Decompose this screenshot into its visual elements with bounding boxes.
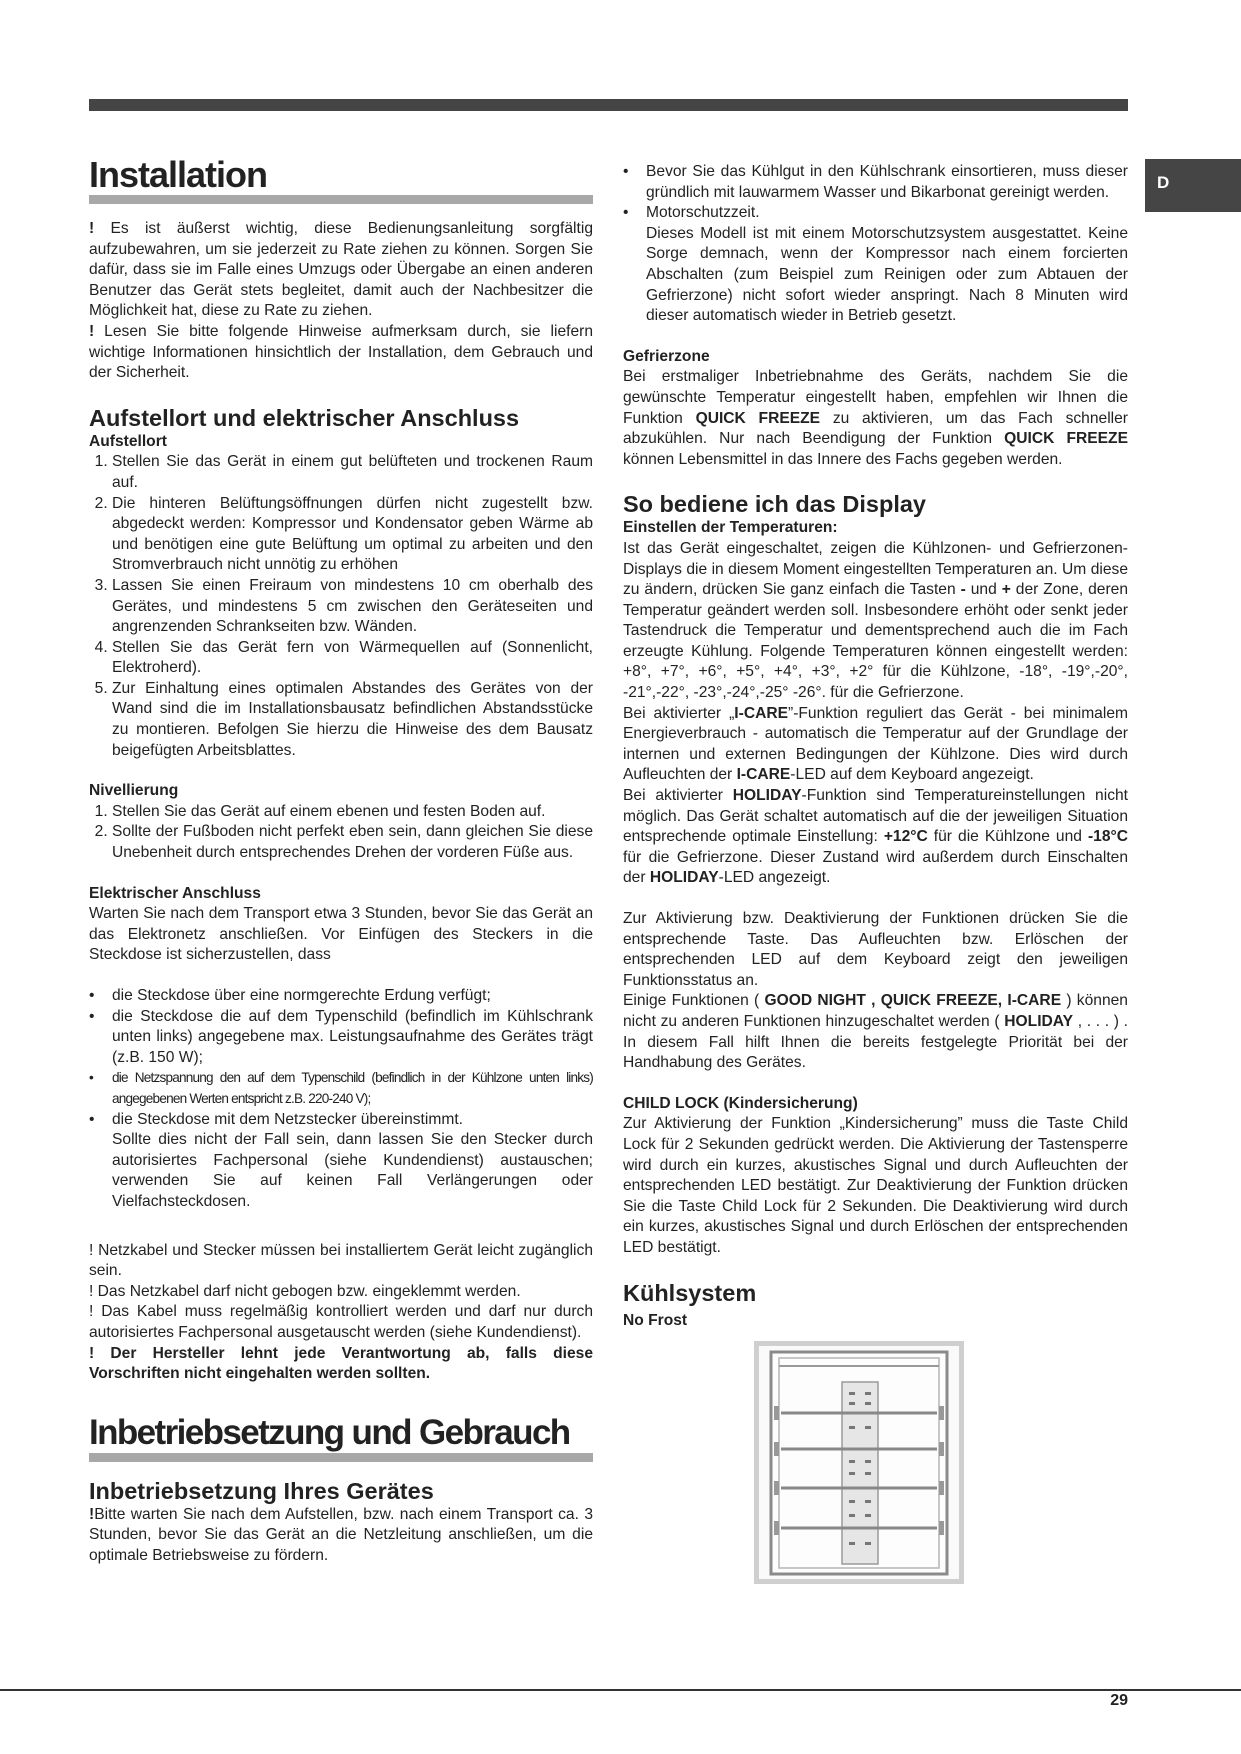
left-column	[89, 150, 593, 1566]
list-item: • die Netzspannung den auf dem Typenschild (befindlich in der Kühlzone unten links) angegebenen Werten entspricht z.B. 220-240 V);	[112, 1068, 593, 1109]
icare-text: Bei aktivierter „I-CARE”-Funktion reguliert das Gerät - bei minimalem Energieverbrauch - automatisch die Temperatur auf der Grundlage der internen und externen Bedingungen der Kühlzone. Dies wird durch Aufleuchten der I-CARE-LED auf dem Keyboard angezeigt.	[623, 704, 1128, 784]
list-item: • die Steckdose die auf dem Typenschild (befindlich im Kühlschrank unten links) angegebene max. Leistungsaufnahme des Gerätes trägt (z.B. 150 W);	[112, 1007, 593, 1069]
gefrierzone-heading: Gefrierzone	[623, 347, 710, 365]
list-item: 1. Stellen Sie das Gerät in einem gut belüfteten und trockenen Raum auf.	[112, 452, 593, 493]
aufstellort-list	[89, 452, 593, 761]
list-item: 2. Sollte der Fußboden nicht perfekt eben sein, dann gleichen Sie diese Unebenheit durch entsprechendes Drehen der vorderen Füße aus.	[112, 822, 593, 863]
list-item: 5. Zur Einhaltung eines optimalen Abstandes des Gerätes von der Wand sind die im Installationsbausatz befindlichen Abstandsstücke zu montieren. Befolgen Sie hierzu die Hinweise des dem Bausatz beigefügten Arbeitsblattes.	[112, 679, 593, 761]
nivellierung-list	[89, 802, 593, 864]
warning-3: ! Das Kabel muss regelmäßig kontrolliert werden und darf nur durch autorisiertes Fachpersonal ausgetauscht werden (siehe Kundendienst).	[89, 1303, 593, 1341]
elektrisch-bullets	[89, 986, 593, 1213]
warning-1: ! Netzkabel und Stecker müssen bei installiertem Gerät leicht zugänglich sein.	[89, 1241, 593, 1280]
list-item: • Bevor Sie das Kühlgut in den Kühlschrank einsortieren, muss dieser gründlich mit lauwarmem Wasser und Bikarbonat gereinigt werden.	[646, 162, 1128, 203]
holiday-text: Bei aktivierter HOLIDAY-Funktion sind Temperatureinstellungen nicht möglich. Das Gerät schaltet automatisch auf die der jeweiligen Situation entsprechende optimale Einstellung: +12°C für die Kühlzone und -18°C für die Gefrierzone. Dieser Zustand wird außerdem durch Einschalten der HOLIDAY-LED angezeigt.	[623, 787, 1128, 887]
child-lock-text: Zur Aktivierung der Funktion „Kindersicherung” muss die Taste Child Lock für 2 Sekunden gedrückt werden. Die Aktivierung der Tastensperre wird durch ein kurzes, akustisches Signal und durch Aufleuchten der entsprechenden LED bestätigt. Zur Deaktivierung der Funktion drücken Sie die Taste Child Lock für 2 Sekunden. Die Deaktivierung wird durch ein kurzes, akustisches Signal und durch Erlöschen der entsprechenden LED bestätigt.	[623, 1115, 1128, 1256]
installation-title: Installation	[89, 155, 593, 204]
list-item: • die Steckdose über eine normgerechte Erdung verfügt;	[112, 986, 593, 1007]
list-item: 2. Die hinteren Belüftungsöffnungen dürfen nicht zugestellt bzw. abgedeckt werden: Kompressor und Kondensator geben Wärme ab und benötigen eine gute Belüftung um optimal zu arbeiten und den Stromverbrauch nicht unnötig zu erhöhen	[112, 494, 593, 576]
elektrisch-text: Warten Sie nach dem Transport etwa 3 Stunden, bevor Sie das Gerät an das Elektronetz anschließen. Vor Einfügen des Steckers in die Steckdose ist sicherzustellen, dass	[89, 905, 593, 964]
list-item: • die Steckdose mit dem Netzstecker übereinstimmt. Sollte dies nicht der Fall sein, dann lassen Sie den Stecker durch autorisiertes Fachpersonal (siehe Kundendienst) austauschen; verwenden Sie auf keinen Fall Verlängerungen oder Vielfachsteckdosen.	[112, 1110, 593, 1213]
no-frost-heading: No Frost	[623, 1311, 688, 1329]
right-column	[623, 162, 1128, 1584]
gefrierzone-text: Bei erstmaliger Inbetriebnahme des Geräts, nachdem Sie die gewünschte Temperatur eingestellt haben, empfehlen wir Ihnen die Funktion QUICK FREEZE zu aktivieren, um das Fach schneller abzukühlen. Nur nach Beendigung der Funktion QUICK FREEZE können Lebensmittel in das Innere des Fachs gegeben werden.	[623, 368, 1128, 468]
aufstellort-heading: Aufstellort	[89, 432, 167, 450]
language-tab: D	[1145, 159, 1241, 212]
inbetrieb-title: Inbetriebsetzung und Gebrauch	[89, 1413, 593, 1462]
fridge-interior-illustration	[754, 1341, 964, 1584]
list-item: 3. Lassen Sie einen Freiraum von mindestens 10 cm oberhalb des Gerätes, und mindestens 5 cm zwischen den Geräteseiten und angrenzenden Schrankseiten bzw. Wänden.	[112, 576, 593, 638]
functions-priority-text: Einige Funktionen ( GOOD NIGHT , QUICK FREEZE, I-CARE ) können nicht zu anderen Funktionen hinzugeschaltet werden ( HOLIDAY , . . . ) . In diesem Fall hilft Ihnen die bereits festgelegte Priorität bei der Handhabung des Gerätes.	[623, 992, 1128, 1072]
right-bullets	[623, 162, 1128, 327]
temperature-text: Ist das Gerät eingeschaltet, zeigen die Kühlzonen- und Gefrierzonen-Displays die in diesem Moment eingestellten Temperaturen an. Um diese zu ändern, drücken Sie ganz einfach die Tasten - und + der Zone, deren Temperatur geändert werden soll. Insbesondere erhöht oder senkt jeder Tastendruck die Temperatur und dementsprechend auch die im Fach erzeugte Kühlung. Folgende Temperaturen können eingestellt werden: +8°, +7°, +6°, +5°, +4°, +3°, +2° für die Kühlzone, -18°, -19°,-20°, -21°,-22°, -23°,-24°,-25° -26°. für die Gefrierzone.	[623, 539, 1129, 702]
list-item: 4. Stellen Sie das Gerät fern von Wärmequellen auf (Sonnenlicht, Elektroherd).	[112, 638, 593, 679]
section-title-aufstellort: Aufstellort und elektrischer Anschluss	[89, 404, 520, 431]
inbetrieb-subtitle: Inbetriebsetzung Ihres Gerätes	[89, 1477, 434, 1504]
kundendienst-reference: siehe Kundendienst	[329, 1151, 479, 1169]
top-rule	[89, 99, 1128, 111]
child-lock-heading: CHILD LOCK (Kindersicherung)	[623, 1094, 858, 1112]
activation-text: Zur Aktivierung bzw. Deaktivierung der Funktionen drücken Sie die entsprechende Taste. Das Aufleuchten bzw. Erlöschen der entsprechenden LED auf dem Keyboard zeigt den jeweiligen Funktionsstatus an.	[623, 910, 1128, 989]
warning-4: ! Der Hersteller lehnt jede Verantwortung ab, falls diese Vorschriften nicht eingehalten werden sollten.	[89, 1344, 593, 1383]
list-item: • Motorschutzzeit. Dieses Modell ist mit einem Motorschutzsystem ausgestattet. Keine Sorge demnach, wenn der Kompressor nach einem forcierten Abschalten (zum Beispiel zum Reinigen oder zum Abtauen der Gefrierzone) nicht sofort wieder anspringt. Nach 8 Minuten wird dieser automatisch wieder in Betrieb gesetzt.	[646, 203, 1128, 327]
page-number: 29	[1110, 1692, 1128, 1709]
fridge-interior-drawing	[759, 1346, 959, 1579]
inbetrieb-text: !Bitte warten Sie nach dem Aufstellen, bzw. nach einem Transport ca. 3 Stunden, bevor Sie das Gerät an die Netzleitung anschließen, um die optimale Betriebsweise zu fördern.	[89, 1505, 593, 1564]
nivellierung-heading: Nivellierung	[89, 782, 179, 800]
kuehlsystem-title: Kühlsystem	[623, 1279, 757, 1306]
list-item: 1. Stellen Sie das Gerät auf einem ebenen und festen Boden auf.	[112, 802, 593, 823]
bottom-rule	[0, 1689, 1241, 1691]
display-title: So bediene ich das Display	[623, 491, 926, 518]
warning-2: ! Das Netzkabel darf nicht gebogen bzw. eingeklemmt werden.	[89, 1282, 521, 1300]
elektrisch-heading: Elektrischer Anschluss	[89, 884, 261, 902]
intro-paragraph-2: ! Lesen Sie bitte folgende Hinweise aufmerksam durch, sie liefern wichtige Informationen hinsichtlich der Installation, dem Gebrauch und der Sicherheit.	[89, 322, 593, 382]
intro-paragraph-1: ! Es ist äußerst wichtig, diese Bedienungsanleitung sorgfältig aufzubewahren, um sie jederzeit zu Rate ziehen zu können. Sorgen Sie dafür, dass sie im Falle eines Umzugs oder Übergabe an einen anderen Benutzer das Gerät stets begleitet, damit auch der Nachbesitzer die Möglichkeit hat, diese zu Rate zu ziehen.	[89, 220, 593, 320]
temperature-heading: Einstellen der Temperaturen:	[623, 519, 838, 537]
